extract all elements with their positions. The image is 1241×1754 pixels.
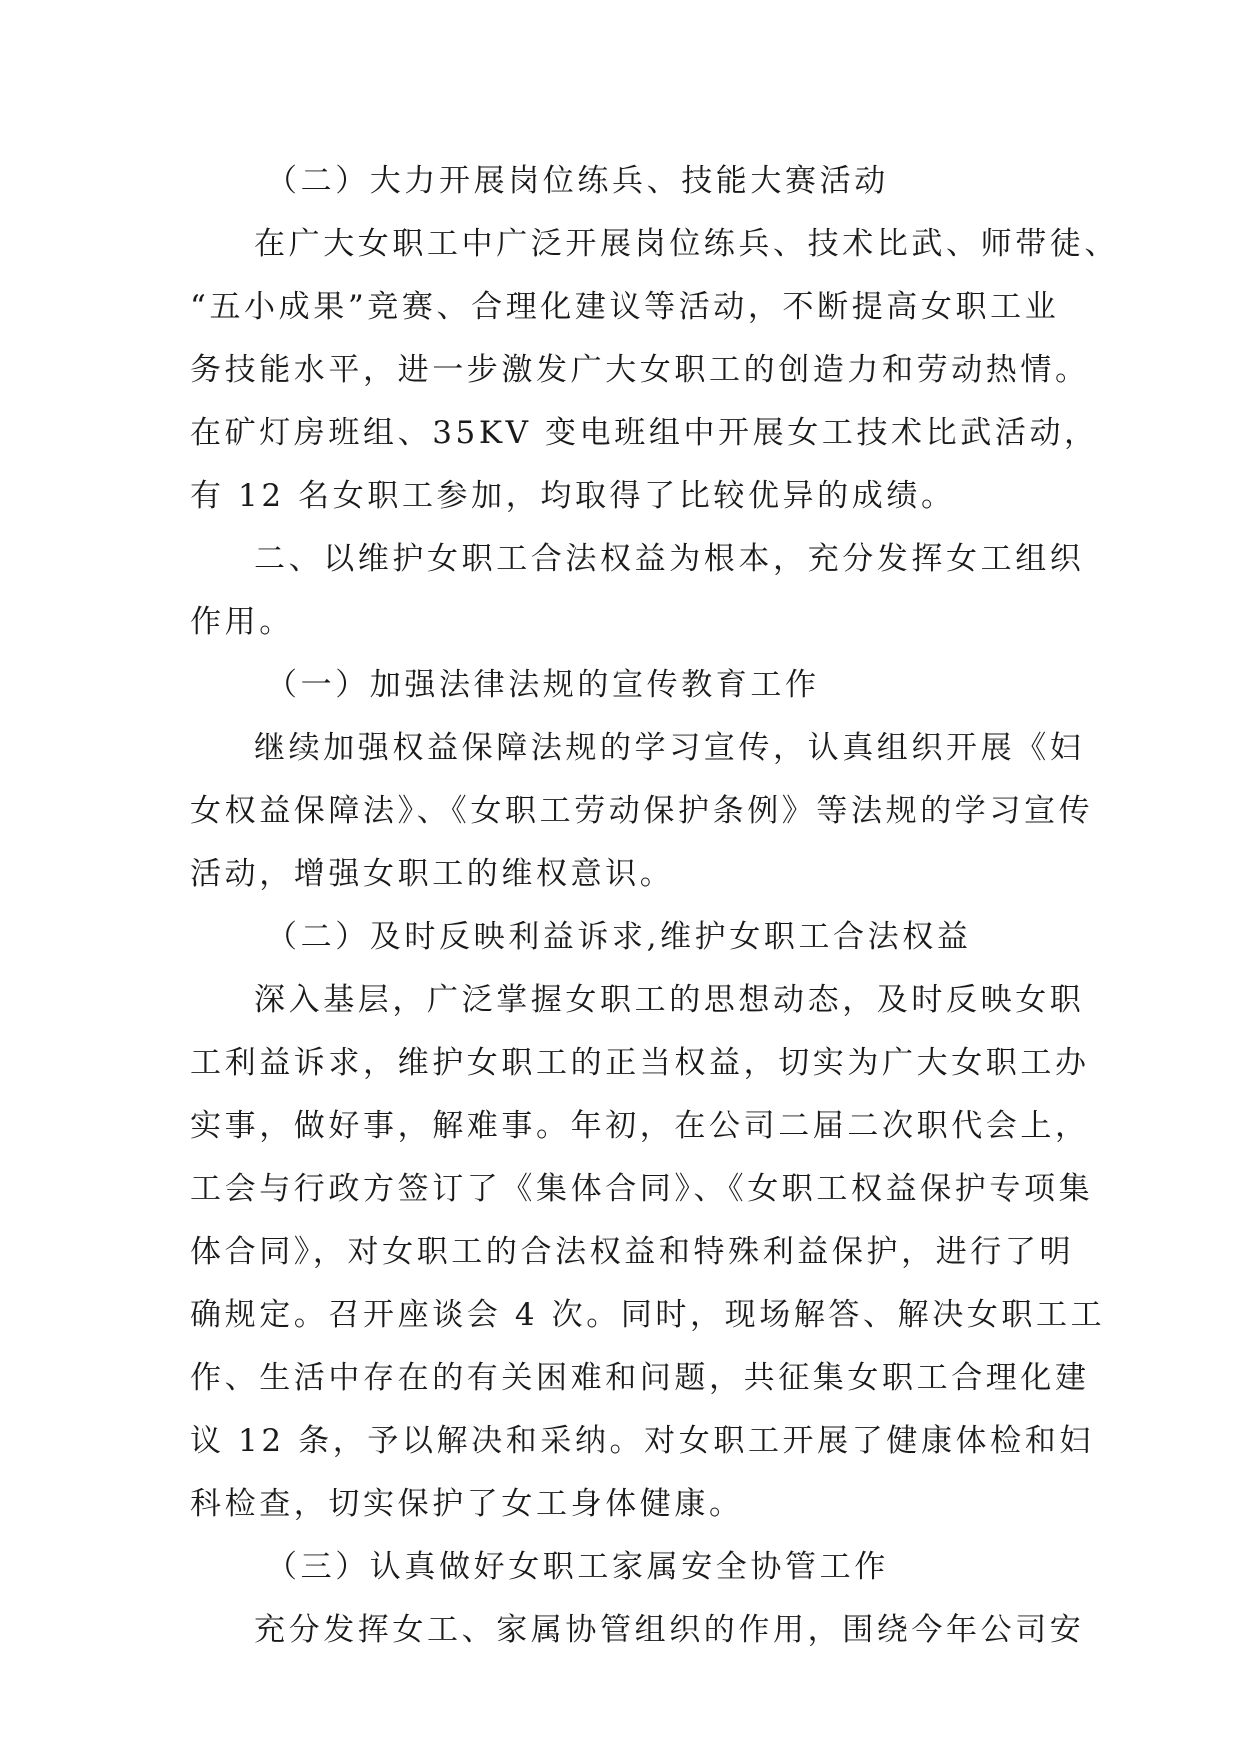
document-page xyxy=(190,150,1119,1662)
section-heading: （一）加强法律法规的宣传教育工作 xyxy=(266,667,820,703)
paragraph-line: 科检查，切实保护了女工身体健康。 xyxy=(190,1486,744,1522)
paragraph-line: 作用。 xyxy=(190,604,294,640)
paragraph-line: 有 12 名女职工参加，均取得了比较优异的成绩。 xyxy=(190,478,956,514)
paragraph-line: 实事，做好事，解难事。年初，在公司二届二次职代会上， xyxy=(190,1108,1090,1144)
paragraph-line: 活动，增强女职工的维权意识。 xyxy=(190,856,675,892)
paragraph-line: 务技能水平，进一步激发广大女职工的创造力和劳动热情。 xyxy=(190,352,1090,388)
paragraph-line: 作、生活中存在的有关困难和问题，共征集女职工合理化建 xyxy=(190,1360,1090,1396)
paragraph-line: 充分发挥女工、家属协管组织的作用，围绕今年公司安 xyxy=(254,1612,1085,1648)
paragraph-line: 在广大女职工中广泛开展岗位练兵、技术比武、师带徒、 xyxy=(254,226,1119,262)
paragraph-line: 体合同》，对女职工的合法权益和特殊利益保护，进行了明 xyxy=(190,1234,1075,1270)
section-heading: （二）及时反映利益诉求,维护女职工合法权益 xyxy=(266,919,972,955)
paragraph-line: 在矿灯房班组、35KV 变电班组中开展女工技术比武活动， xyxy=(190,415,1099,451)
paragraph-line: 工会与行政方签订了《集体合同》、《女职工权益保护专项集 xyxy=(190,1171,1094,1207)
paragraph-line: 深入基层，广泛掌握女职工的思想动态，及时反映女职 xyxy=(254,982,1085,1018)
section-heading: （二）大力开展岗位练兵、技能大赛活动 xyxy=(266,163,889,199)
paragraph-line: 工利益诉求，维护女职工的正当权益，切实为广大女职工办 xyxy=(190,1045,1090,1081)
paragraph-line: 确规定。召开座谈会 4 次。同时，现场解答、解决女职工工 xyxy=(190,1297,1106,1333)
paragraph-line: 女权益保障法》、《女职工劳动保护条例》等法规的学习宣传 xyxy=(190,793,1094,829)
paragraph-line: 议 12 条，予以解决和采纳。对女职工开展了健康体检和妇 xyxy=(190,1423,1094,1459)
section-heading: 二、以维护女职工合法权益为根本，充分发挥女工组织 xyxy=(254,541,1085,577)
section-heading: （三）认真做好女职工家属安全协管工作 xyxy=(266,1549,889,1585)
paragraph-line: “五小成果”竞赛、合理化建议等活动，不断提高女职工业 xyxy=(190,289,1060,325)
paragraph-line: 继续加强权益保障法规的学习宣传，认真组织开展《妇 xyxy=(254,730,1085,766)
